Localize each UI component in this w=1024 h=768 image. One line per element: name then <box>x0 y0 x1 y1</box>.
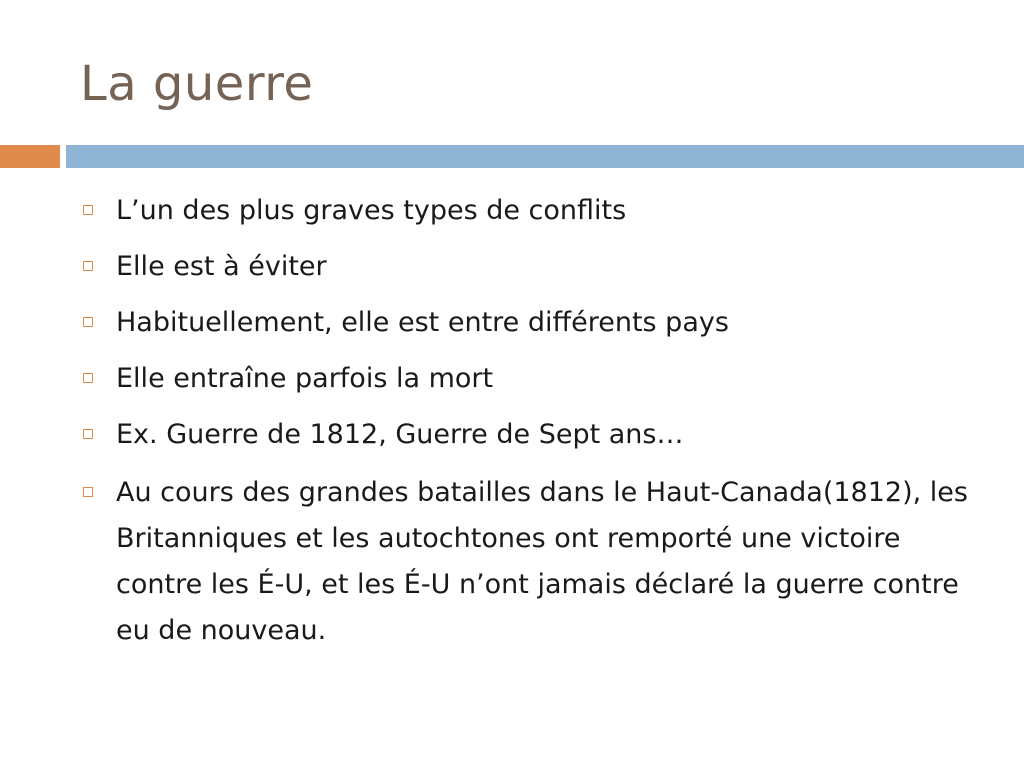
square-bullet-icon <box>83 261 93 271</box>
bullet-text: Elle est à éviter <box>116 251 327 282</box>
bullet-text: Au cours des grandes batailles dans le Haut-Canada(1812), les Britanniques et les autochtones ont remporté une victoire contre les É-U, et les É-U n’ont jamais déclaré la guerre contre eu de nouveau. <box>116 477 968 646</box>
bullet-text: Elle entraîne parfois la mort <box>116 363 494 394</box>
bullet-item <box>80 302 960 344</box>
square-bullet-icon <box>83 205 93 215</box>
bullet-text: L’un des plus graves types de conflits <box>116 195 627 226</box>
bullet-item <box>80 358 960 400</box>
bullet-text: Habituellement, elle est entre différents pays <box>116 307 729 338</box>
bullet-list <box>80 190 968 668</box>
bullet-item <box>80 190 960 232</box>
square-bullet-icon <box>83 373 93 383</box>
bullet-item <box>80 246 960 288</box>
bullet-item <box>80 470 976 654</box>
square-bullet-icon <box>83 317 93 327</box>
title-accent-bar <box>0 145 60 168</box>
square-bullet-icon <box>83 487 93 497</box>
bullet-text: Ex. Guerre de 1812, Guerre de Sept ans… <box>116 419 684 450</box>
slide-title: La guerre <box>80 56 314 112</box>
bullet-item <box>80 414 960 456</box>
title-divider-bar <box>66 145 1024 168</box>
square-bullet-icon <box>83 429 93 439</box>
